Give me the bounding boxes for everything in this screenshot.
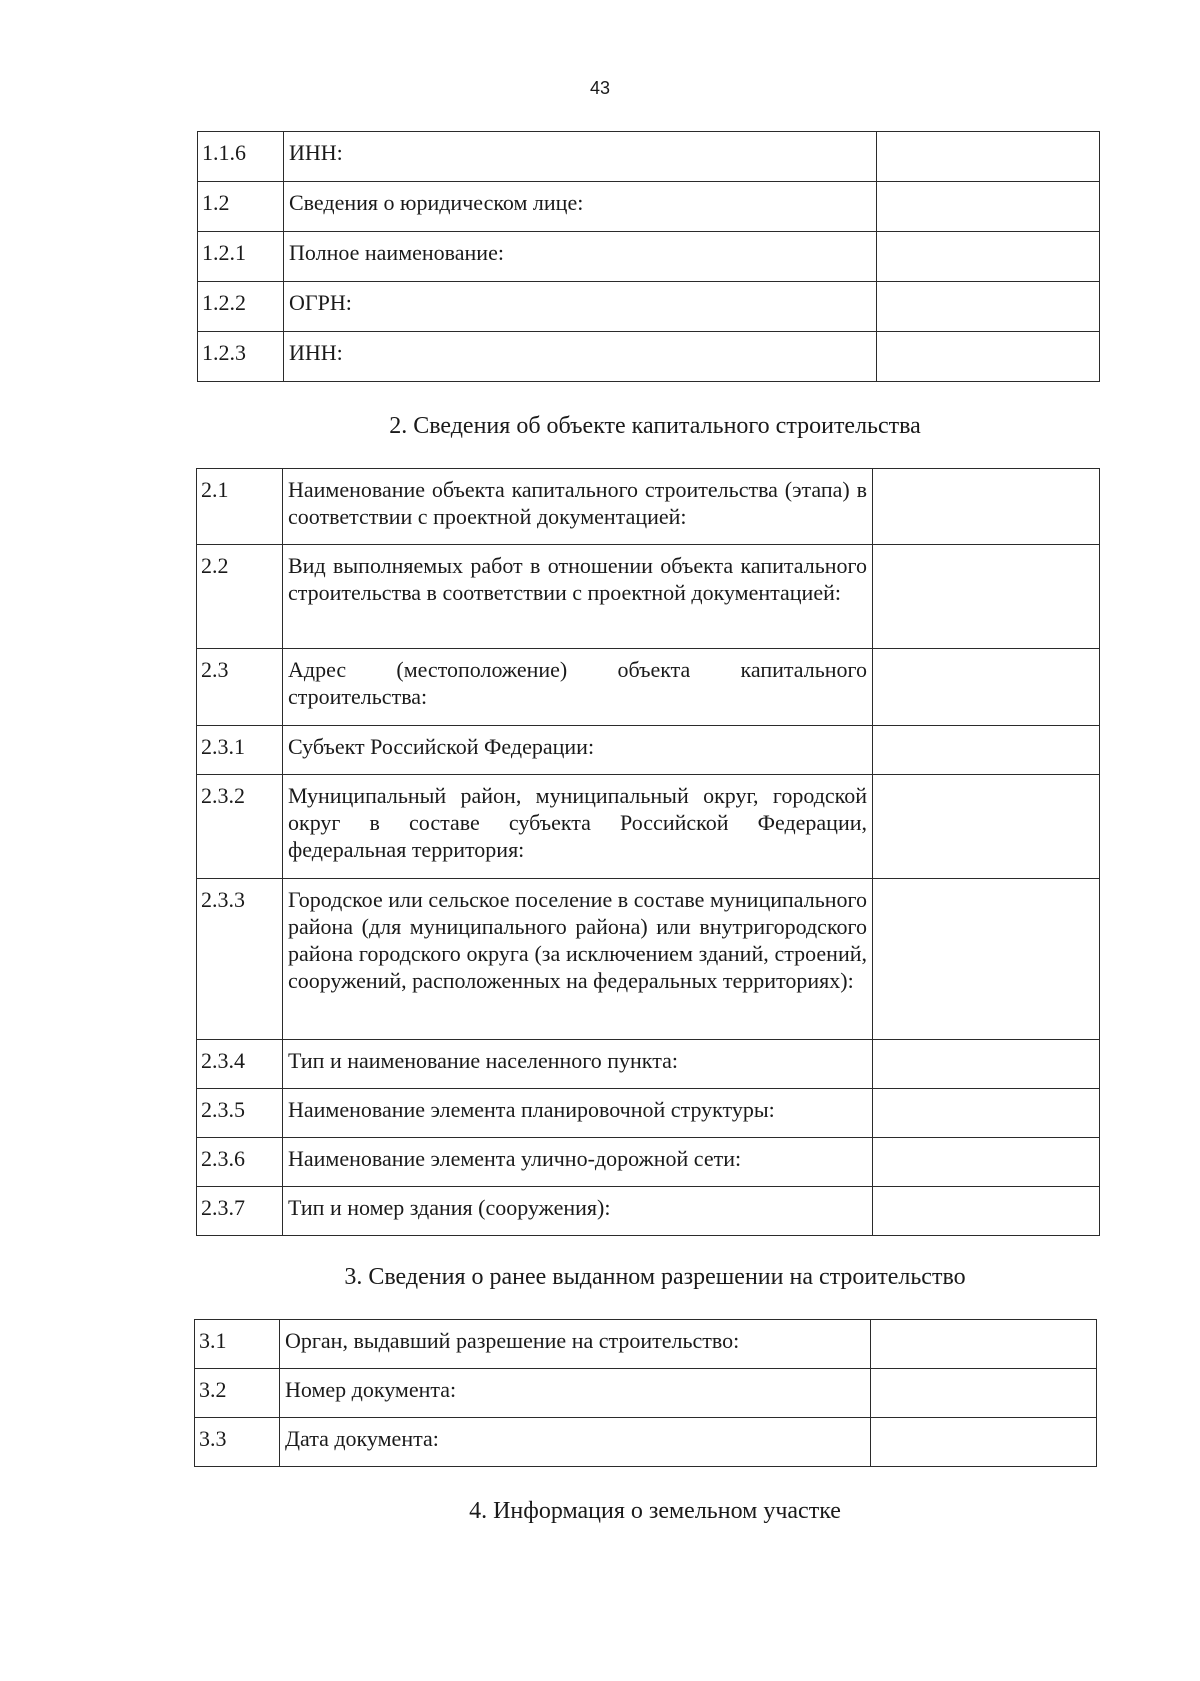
previous-permit-table — [194, 1319, 1097, 1467]
table-row — [197, 469, 1100, 545]
row-number: 1.2.1 — [198, 232, 284, 282]
row-label: Наименование элемента планировочной структуры: — [283, 1089, 873, 1138]
row-value-field[interactable] — [873, 1187, 1100, 1236]
row-label: Адрес (местоположение) объекта капитального строительства: — [283, 649, 873, 726]
row-value-field[interactable] — [871, 1418, 1097, 1467]
row-value-field[interactable] — [877, 132, 1100, 182]
row-value-field[interactable] — [873, 469, 1100, 545]
row-number: 2.3.6 — [197, 1138, 283, 1187]
row-label: Субъект Российской Федерации: — [283, 726, 873, 775]
row-label: Орган, выдавший разрешение на строительство: — [280, 1320, 871, 1369]
row-value-field[interactable] — [871, 1369, 1097, 1418]
row-label: Наименование элемента улично-дорожной сети: — [283, 1138, 873, 1187]
table-row — [198, 332, 1100, 382]
row-label: Городское или сельское поселение в составе муниципального района (для муниципального района) или внутригородского района городского округа (за исключением зданий, строений, сооружений, расположенных на федеральных территориях): — [283, 879, 873, 1040]
row-number: 2.1 — [197, 469, 283, 545]
row-number: 2.3.5 — [197, 1089, 283, 1138]
table-row — [198, 282, 1100, 332]
table-row — [197, 1187, 1100, 1236]
row-number: 2.3 — [197, 649, 283, 726]
row-value-field[interactable] — [877, 182, 1100, 232]
table-row — [198, 232, 1100, 282]
row-label: ИНН: — [284, 132, 877, 182]
row-value-field[interactable] — [877, 282, 1100, 332]
section-3-title: 3. Сведения о ранее выданном разрешении на строительство — [344, 1264, 966, 1290]
row-number: 3.3 — [195, 1418, 280, 1467]
table-row — [195, 1418, 1097, 1467]
row-value-field[interactable] — [877, 232, 1100, 282]
row-label: Вид выполняемых работ в отношении объекта капитального строительства в соответствии с проектной документацией: — [283, 545, 873, 649]
row-value-field[interactable] — [871, 1320, 1097, 1369]
row-number: 2.2 — [197, 545, 283, 649]
row-number: 3.1 — [195, 1320, 280, 1369]
row-value-field[interactable] — [873, 1089, 1100, 1138]
row-label: Муниципальный район, муниципальный округ, городской округ в составе субъекта Российской Федерации, федеральная территория: — [283, 775, 873, 879]
row-number: 1.2.3 — [198, 332, 284, 382]
section-4-title: 4. Информация о земельном участке — [469, 1498, 841, 1524]
table-row — [195, 1320, 1097, 1369]
row-number: 3.2 — [195, 1369, 280, 1418]
row-value-field[interactable] — [873, 1040, 1100, 1089]
row-number: 1.2 — [198, 182, 284, 232]
row-label: Дата документа: — [280, 1418, 871, 1467]
table-row — [197, 545, 1100, 649]
row-label: Тип и наименование населенного пункта: — [283, 1040, 873, 1089]
table-row — [197, 1138, 1100, 1187]
row-value-field[interactable] — [873, 775, 1100, 879]
table-row — [197, 775, 1100, 879]
row-number: 2.3.1 — [197, 726, 283, 775]
row-label: Номер документа: — [280, 1369, 871, 1418]
row-label: Наименование объекта капитального строительства (этапа) в соответствии с проектной документацией: — [283, 469, 873, 545]
table-row — [197, 1040, 1100, 1089]
row-value-field[interactable] — [873, 726, 1100, 775]
row-label: Тип и номер здания (сооружения): — [283, 1187, 873, 1236]
table-row — [195, 1369, 1097, 1418]
table-row — [197, 726, 1100, 775]
row-value-field[interactable] — [873, 1138, 1100, 1187]
row-number: 1.1.6 — [198, 132, 284, 182]
row-value-field[interactable] — [873, 545, 1100, 649]
row-number: 1.2.2 — [198, 282, 284, 332]
row-number: 2.3.3 — [197, 879, 283, 1040]
row-number: 2.3.7 — [197, 1187, 283, 1236]
applicant-info-table — [197, 131, 1100, 382]
row-label: ИНН: — [284, 332, 877, 382]
table-row — [198, 182, 1100, 232]
table-row — [197, 1089, 1100, 1138]
construction-object-table — [196, 468, 1100, 1236]
row-number: 2.3.2 — [197, 775, 283, 879]
row-label: ОГРН: — [284, 282, 877, 332]
table-row — [197, 879, 1100, 1040]
row-label: Сведения о юридическом лице: — [284, 182, 877, 232]
row-label: Полное наименование: — [284, 232, 877, 282]
section-2-title: 2. Сведения об объекте капитального строительства — [389, 413, 921, 439]
row-value-field[interactable] — [877, 332, 1100, 382]
table-row — [197, 649, 1100, 726]
page-number: 43 — [589, 78, 611, 98]
row-number: 2.3.4 — [197, 1040, 283, 1089]
row-value-field[interactable] — [873, 879, 1100, 1040]
table-row — [198, 132, 1100, 182]
row-value-field[interactable] — [873, 649, 1100, 726]
